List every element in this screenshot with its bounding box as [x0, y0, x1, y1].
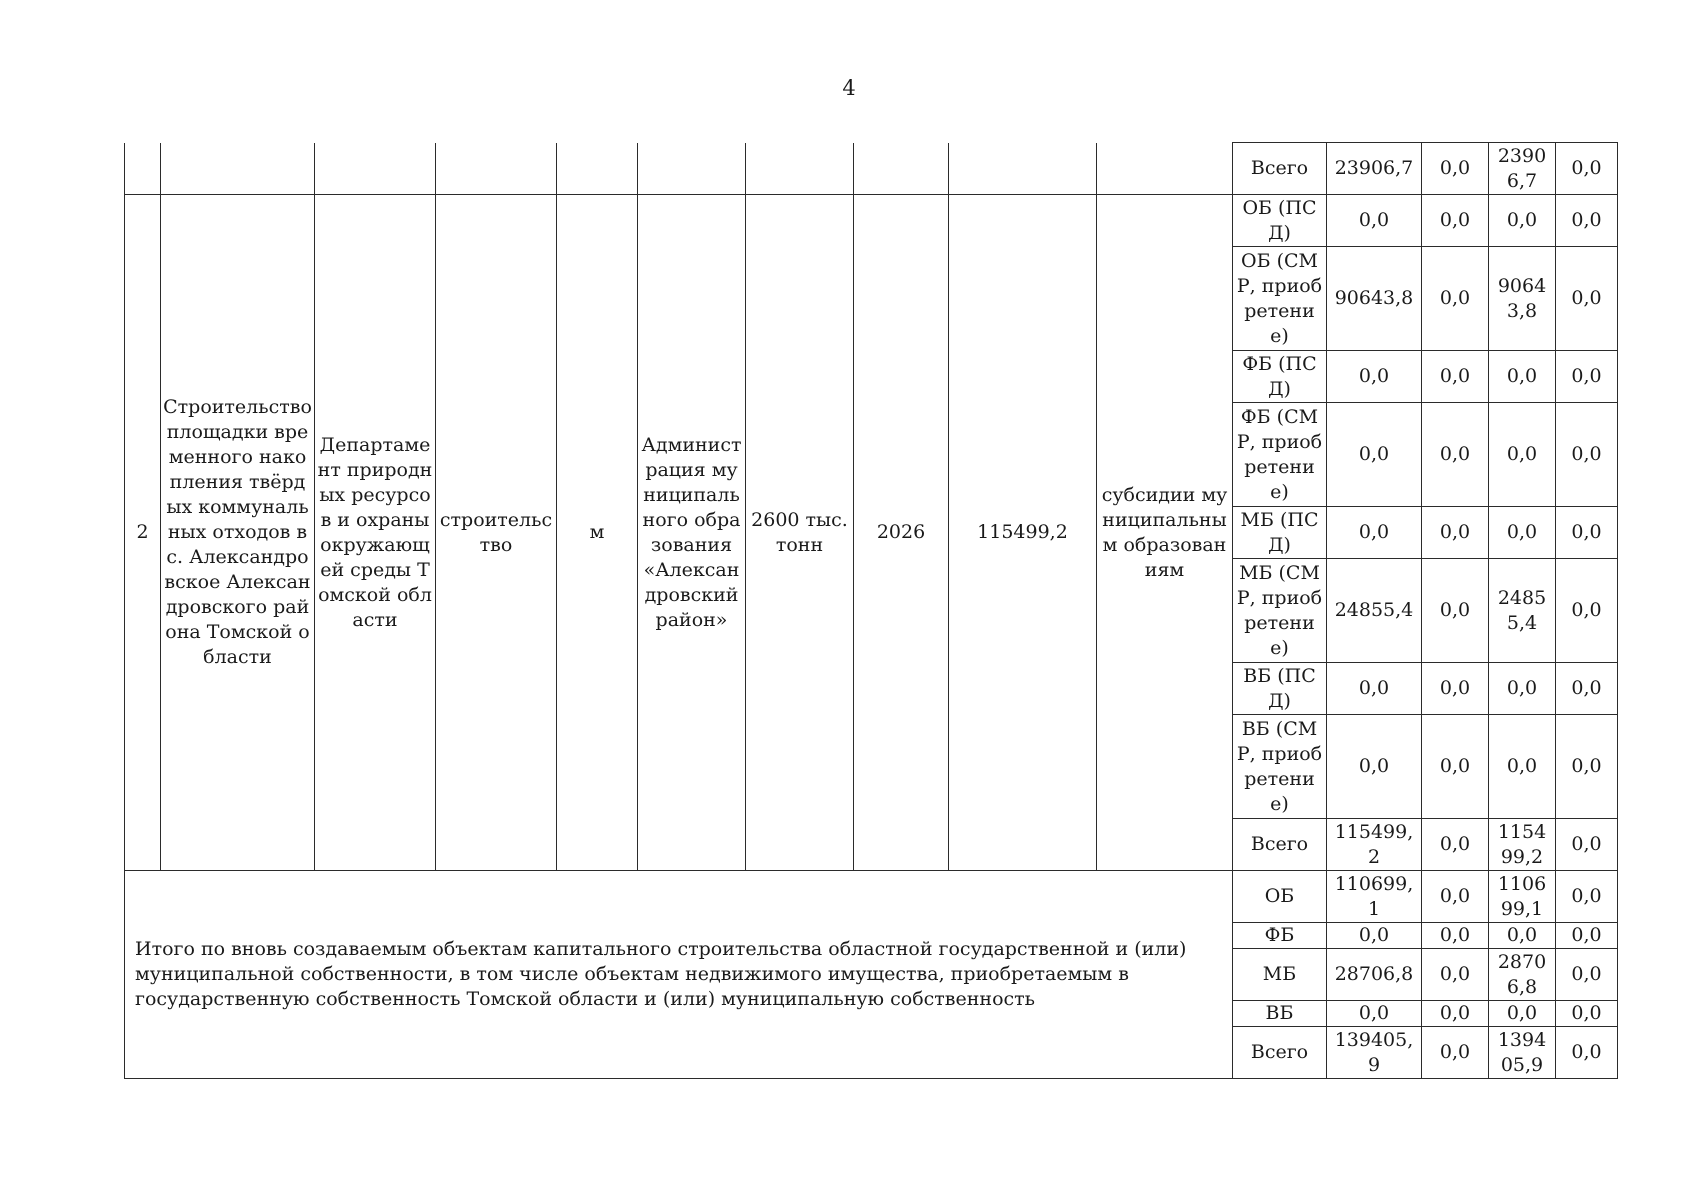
amount-col4: 0,0 — [1556, 715, 1618, 819]
amount-col4: 0,0 — [1556, 871, 1618, 923]
continuation-row — [125, 143, 1618, 195]
funding-source: ОБ (СМР, приобретение) — [1233, 247, 1327, 351]
amount-col4: 0,0 — [1556, 923, 1618, 949]
funding-source: Всего — [1233, 143, 1327, 195]
amount-col4: 0,0 — [1556, 559, 1618, 663]
amount-col2: 0,0 — [1422, 403, 1489, 507]
amount-total: 0,0 — [1327, 507, 1422, 559]
object-year: 2026 — [854, 195, 949, 871]
funding-source: ВБ (СМР, приобретение) — [1233, 715, 1327, 819]
amount-col3: 0,0 — [1489, 923, 1556, 949]
amount-col2: 0,0 — [1422, 559, 1489, 663]
amount-col2: 0,0 — [1422, 923, 1489, 949]
amount-total: 0,0 — [1327, 663, 1422, 715]
amount-col4: 0,0 — [1556, 247, 1618, 351]
amount-col3: 0,0 — [1489, 403, 1556, 507]
amount-col2: 0,0 — [1422, 819, 1489, 871]
funding-source: МБ (СМР, приобретение) — [1233, 559, 1327, 663]
funding-source: ВБ (ПСД) — [1233, 663, 1327, 715]
summary-label: Итого по вновь создаваемым объектам капитального строительства областной государственной и (или) муниципальной собственности, в том числе объектам недвижимого имущества, приобретаемым в государственную собственность Томской области и (или) муниципальную собственность — [125, 871, 1233, 1079]
object-work-type: строительство — [436, 195, 557, 871]
investment-table — [124, 142, 1618, 1079]
amount-col3: 1394 05,9 — [1489, 1027, 1556, 1079]
amount-total: 0,0 — [1327, 715, 1422, 819]
amount-col2: 0,0 — [1422, 1027, 1489, 1079]
funding-source: МБ — [1233, 949, 1327, 1001]
funding-source: ФБ — [1233, 923, 1327, 949]
object-row — [125, 195, 1618, 247]
amount-col4: 0,0 — [1556, 819, 1618, 871]
amount-col3: 2485 5,4 — [1489, 559, 1556, 663]
object-customer: Департамент природных ресурсов и охраны окружающей среды Томской области — [315, 195, 436, 871]
amount-col3: 0,0 — [1489, 195, 1556, 247]
amount-col4: 0,0 — [1556, 507, 1618, 559]
funding-source: ФБ (СМР, приобретение) — [1233, 403, 1327, 507]
amount-col3: 9064 3,8 — [1489, 247, 1556, 351]
amount-col3: 0,0 — [1489, 663, 1556, 715]
amount-col2: 0,0 — [1422, 949, 1489, 1001]
amount-total: 110699,1 — [1327, 871, 1422, 923]
amount-col4: 0,0 — [1556, 949, 1618, 1001]
object-funding-form: субсидии муниципальным образованиям — [1097, 195, 1233, 871]
amount-total: 0,0 — [1327, 351, 1422, 403]
amount-col2: 0,0 — [1422, 663, 1489, 715]
amount-col3: 1154 99,2 — [1489, 819, 1556, 871]
amount-col4: 0,0 — [1556, 663, 1618, 715]
amount-total: 0,0 — [1327, 1001, 1422, 1027]
amount-total: 0,0 — [1327, 923, 1422, 949]
amount-col2: 0,0 — [1422, 1001, 1489, 1027]
object-name: Строительство площадки временного накопления твёрдых коммунальных отходов в с. Александровское Александровского района Томской области — [161, 195, 315, 871]
amount-total: 139405,9 — [1327, 1027, 1422, 1079]
object-unit: м — [557, 195, 638, 871]
amount-col4: 0,0 — [1556, 195, 1618, 247]
amount-col2: 0,0 — [1422, 871, 1489, 923]
funding-source: ВБ — [1233, 1001, 1327, 1027]
amount-col3: 1106 99,1 — [1489, 871, 1556, 923]
amount-total: 23906,7 — [1327, 143, 1422, 195]
funding-source: ОБ (ПСД) — [1233, 195, 1327, 247]
amount-col4: 0,0 — [1556, 1027, 1618, 1079]
amount-col4: 0,0 — [1556, 143, 1618, 195]
amount-total: 90643,8 — [1327, 247, 1422, 351]
amount-col3: 0,0 — [1489, 351, 1556, 403]
amount-total: 24855,4 — [1327, 559, 1422, 663]
amount-total: 115499,2 — [1327, 819, 1422, 871]
funding-source: ФБ (ПСД) — [1233, 351, 1327, 403]
object-capacity: 2600 тыс. тонн — [746, 195, 854, 871]
amount-col4: 0,0 — [1556, 1001, 1618, 1027]
amount-col2: 0,0 — [1422, 507, 1489, 559]
amount-col3: 0,0 — [1489, 715, 1556, 819]
object-cost: 115499,2 — [949, 195, 1097, 871]
funding-source: МБ (ПСД) — [1233, 507, 1327, 559]
amount-col2: 0,0 — [1422, 715, 1489, 819]
amount-total: 0,0 — [1327, 195, 1422, 247]
page-number: 4 — [842, 76, 856, 100]
amount-col3: 2870 6,8 — [1489, 949, 1556, 1001]
amount-col3: 2390 6,7 — [1489, 143, 1556, 195]
amount-col3: 0,0 — [1489, 507, 1556, 559]
amount-col2: 0,0 — [1422, 195, 1489, 247]
funding-source: Всего — [1233, 819, 1327, 871]
amount-col2: 0,0 — [1422, 351, 1489, 403]
amount-total: 0,0 — [1327, 403, 1422, 507]
object-executor: Администрация муниципального образования «Александровский район» — [638, 195, 746, 871]
amount-col4: 0,0 — [1556, 351, 1618, 403]
amount-col2: 0,0 — [1422, 247, 1489, 351]
amount-total: 28706,8 — [1327, 949, 1422, 1001]
object-number: 2 — [125, 195, 161, 871]
amount-col2: 0,0 — [1422, 143, 1489, 195]
summary-row — [125, 871, 1618, 923]
funding-source: Всего — [1233, 1027, 1327, 1079]
amount-col3: 0,0 — [1489, 1001, 1556, 1027]
funding-source: ОБ — [1233, 871, 1327, 923]
amount-col4: 0,0 — [1556, 403, 1618, 507]
